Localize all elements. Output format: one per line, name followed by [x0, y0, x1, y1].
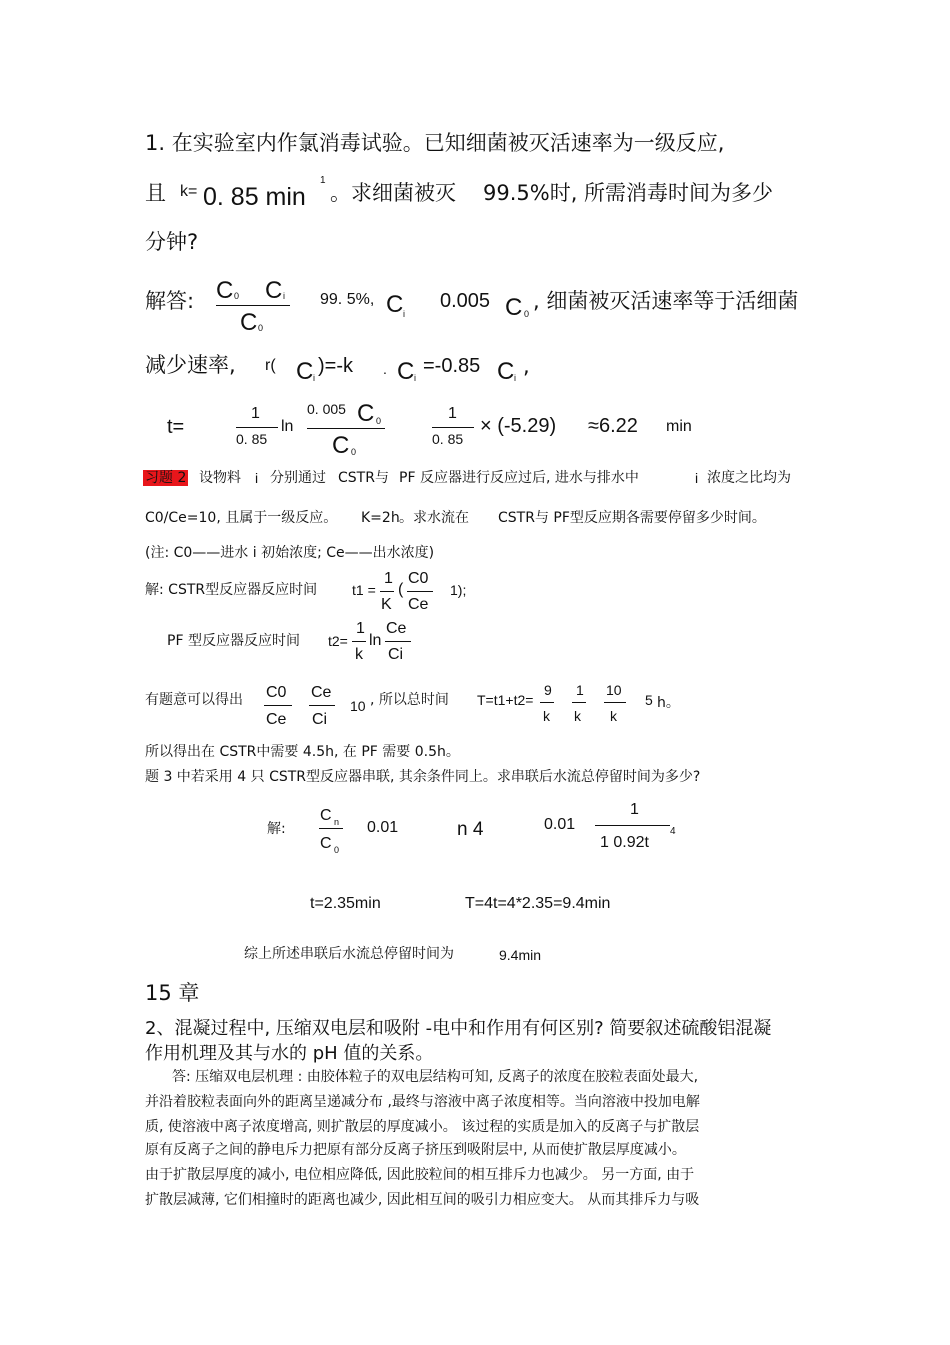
sub-0: 0 — [334, 845, 340, 855]
five: 5 — [645, 692, 653, 708]
ce-label: Ce — [386, 620, 407, 637]
paren-open: ( — [398, 581, 404, 598]
ch15-answer-line2: 并沿着胶粒表面向外的距离呈递减分布 ,最终与溶液中离子浓度相等。当向溶液中投加电解 — [145, 1094, 700, 1110]
fraction-bar — [407, 591, 433, 592]
ci-symbol: C — [497, 358, 515, 385]
T-value: T=4t=4*2.35=9.4min — [465, 895, 611, 912]
comma: , — [523, 354, 530, 378]
p2-q-d: 浓度之比均为 — [707, 470, 791, 486]
ln-label: ln — [369, 632, 382, 649]
c0-symbol: C — [505, 294, 523, 321]
pf-label: PF 型反应器反应时间 — [167, 633, 300, 649]
hour-end: h。 — [657, 695, 680, 711]
times-value: × (-5.29) — [480, 415, 557, 437]
exponent-4: 4 — [670, 826, 676, 837]
ch15-answer-line1: 答: 压缩双电层机理 : 由胶体粒子的双电层结构可知, 反离子的浓度在胶粒表面处最大, — [172, 1069, 699, 1085]
n-equals: n 4 — [457, 819, 484, 840]
fraction-bar — [352, 641, 366, 642]
ch15-question-line1: 2、混凝过程中, 压缩双电层和吸附 -电中和作用有何区别? 简要叙述硫酸铝混凝 — [145, 1018, 772, 1039]
answer-rest: , 细菌被灭活速率等于活细菌 — [533, 289, 799, 313]
T-eq: T=t1+t2= — [477, 692, 534, 708]
rate-value: =-0.85 — [423, 355, 481, 377]
nine: 9 — [544, 682, 552, 698]
fraction-bar — [264, 705, 292, 706]
sub-0: 0 — [351, 447, 357, 457]
frac-one: 1 — [384, 570, 393, 587]
p2-q-b: 分别通过 — [270, 470, 326, 486]
sub-0: 0 — [376, 416, 382, 426]
approx-value: ≈6.22 — [588, 415, 638, 437]
k-lower: k — [610, 708, 617, 724]
p2-q-a: 设物料 — [199, 470, 241, 486]
answer-label: 解答: — [145, 289, 195, 313]
p2-q-c: PF 反应器进行反应过后, 进水与排水中 — [399, 470, 639, 486]
p2-solution-label: 解: CSTR型反应器反应时间 — [145, 582, 318, 598]
k-lower: k — [574, 708, 581, 724]
frac-one: 1 — [251, 405, 260, 422]
sub-i: i — [414, 373, 416, 383]
ci-symbol: C — [296, 358, 314, 385]
ci-symbol: C — [397, 358, 415, 385]
fraction-bar — [319, 828, 343, 829]
problem1-line2-b: 99.5%时, 所需消毒时间为多少 — [483, 181, 774, 205]
frac-den-085: 0. 85 — [236, 431, 268, 447]
c0-label: C0 — [266, 684, 287, 701]
ce-label: Ce — [311, 684, 332, 701]
ci-label: Ci — [388, 646, 404, 663]
problem1-line1: 1. 在实验室内作氯消毒试验。已知细菌被灭活速率为一级反应, — [145, 131, 725, 155]
problem1-line5: 减少速率, — [145, 353, 236, 377]
ten-value: 10 — [350, 698, 366, 714]
p3-solution-label: 解: — [267, 821, 286, 837]
value-0005: 0.005 — [440, 290, 491, 312]
fraction-bar — [216, 305, 290, 306]
p2-line2-c: CSTR与 PF型反应期各需要停留多少时间。 — [498, 510, 766, 526]
fraction-bar — [236, 427, 278, 428]
p2-conclusion: 所以得出在 CSTR中需要 4.5h, 在 PF 需要 0.5h。 — [145, 744, 460, 760]
p3-question: 题 3 中若采用 4 只 CSTR型反应器串联, 其余条件同上。求串联后水流总停留时间为多少? — [145, 769, 701, 785]
ci-label: Ci — [312, 711, 328, 728]
ch15-answer-line4: 原有反离子之间的静电斥力把原有部分反离子挤压到吸附层中, 从而使扩散层厚度减小。 — [145, 1142, 686, 1158]
p2-note: (注: C0——进水 i 初始浓度; Ce——出水浓度) — [145, 545, 435, 561]
p2-line2-a: C0/Ce=10, 且属于一级反应。 — [145, 510, 338, 526]
ch15-answer-line5: 由于扩散层厚度的减小, 电位相应降低, 因此胶粒间的相互排斥力也减少。 另一方面, 由于 — [145, 1167, 695, 1183]
p2-line2-k: K=2h — [361, 510, 400, 526]
ch15-answer-line3: 质, 使溶液中离子浓度增高, 则扩散层的厚度减小。 该过程的实质是加入的反离子与扩散层 — [145, 1119, 700, 1135]
rate-close: )=-k — [318, 355, 353, 377]
fraction-bar — [432, 427, 474, 428]
sub-0: 0 — [258, 323, 264, 333]
c0-symbol: C — [332, 432, 350, 459]
denominator: 1 0.92t — [600, 834, 649, 851]
fraction-bar — [307, 428, 385, 429]
frac-den-c0: C — [240, 309, 258, 336]
t2-eq: t2= — [328, 633, 348, 649]
k-exponent: 1 — [320, 175, 326, 186]
problem1-line3: 分钟? — [145, 230, 199, 254]
fraction-bar — [309, 705, 335, 706]
problem1-qie: 且 — [145, 181, 166, 205]
sub-0: 0 — [524, 309, 530, 319]
sub-i: i — [403, 309, 405, 319]
k-lower: k — [355, 646, 363, 663]
c0-symbol: C — [357, 400, 375, 427]
frac-one: 1 — [356, 620, 365, 637]
minus-one: 1); — [450, 582, 467, 598]
k-label: k= — [180, 183, 198, 200]
chapter-heading: 15 章 — [145, 981, 200, 1005]
ratio-value: 0.01 — [367, 819, 399, 836]
problem1-line2-a: 。求细菌被灭 — [330, 181, 456, 205]
fraction-bar — [540, 702, 554, 703]
summary-text: 综上所述串联后水流总停留时间为 — [244, 946, 454, 962]
t1-eq: t1 = — [352, 582, 376, 598]
ci-symbol: C — [386, 291, 404, 318]
fraction-bar — [380, 591, 394, 592]
dot: . — [383, 361, 387, 377]
fraction-bar — [595, 825, 670, 826]
sub-i: i — [283, 291, 285, 301]
eq-pct: 99. 5%, — [320, 291, 375, 308]
frac-one: 1 — [448, 405, 457, 422]
exercise-tag: 习题 2 — [145, 470, 187, 486]
c0-label: C0 — [408, 570, 429, 587]
num-0005: 0. 005 — [307, 401, 346, 417]
ten: 10 — [606, 682, 622, 698]
k-lower: k — [543, 708, 550, 724]
one: 1 — [576, 682, 584, 698]
ce-label: Ce — [408, 596, 429, 613]
total-label: , 所以总时间 — [370, 692, 449, 708]
frac-den-085: 0. 85 — [432, 431, 464, 447]
deduce-label: 有题意可以得出 — [145, 692, 243, 708]
summary-value: 9.4min — [499, 947, 542, 963]
k-value: 0. 85 min — [203, 183, 306, 211]
p2-q-cstr: CSTR与 — [338, 470, 389, 486]
rate-open: r( — [265, 357, 276, 374]
fraction-bar — [385, 641, 411, 642]
sub-0: 0 — [234, 291, 240, 301]
frac-one: 1 — [630, 801, 639, 818]
ch15-question-line2: 作用机理及其与水的 pH 值的关系。 — [145, 1043, 434, 1064]
ce-label: Ce — [266, 711, 287, 728]
sub-i: i — [313, 373, 315, 383]
k-upper: K — [381, 596, 392, 613]
ln-label: ln — [281, 418, 294, 435]
sub-n: n — [334, 817, 340, 827]
cn-symbol: C — [320, 807, 332, 824]
fraction-bar — [604, 702, 626, 703]
sub-i: i — [514, 373, 516, 383]
min-unit: min — [666, 418, 692, 435]
c0-symbol: C — [320, 835, 332, 852]
ratio-value-2: 0.01 — [544, 816, 576, 833]
p2-q-i2: i — [695, 470, 699, 486]
fraction-bar — [572, 702, 586, 703]
ch15-answer-line6: 扩散层减薄, 它们相撞时的距离也减少, 因此相互间的吸引力相应变大。 从而其排斥力与吸 — [145, 1192, 700, 1208]
frac-num-ci: C — [265, 277, 283, 304]
p2-q-i: i — [255, 470, 259, 486]
t-equals: t= — [167, 416, 185, 438]
t-value: t=2.35min — [310, 895, 381, 912]
frac-num-c0: C — [216, 277, 234, 304]
p2-line2-b: 。求水流在 — [399, 510, 469, 526]
